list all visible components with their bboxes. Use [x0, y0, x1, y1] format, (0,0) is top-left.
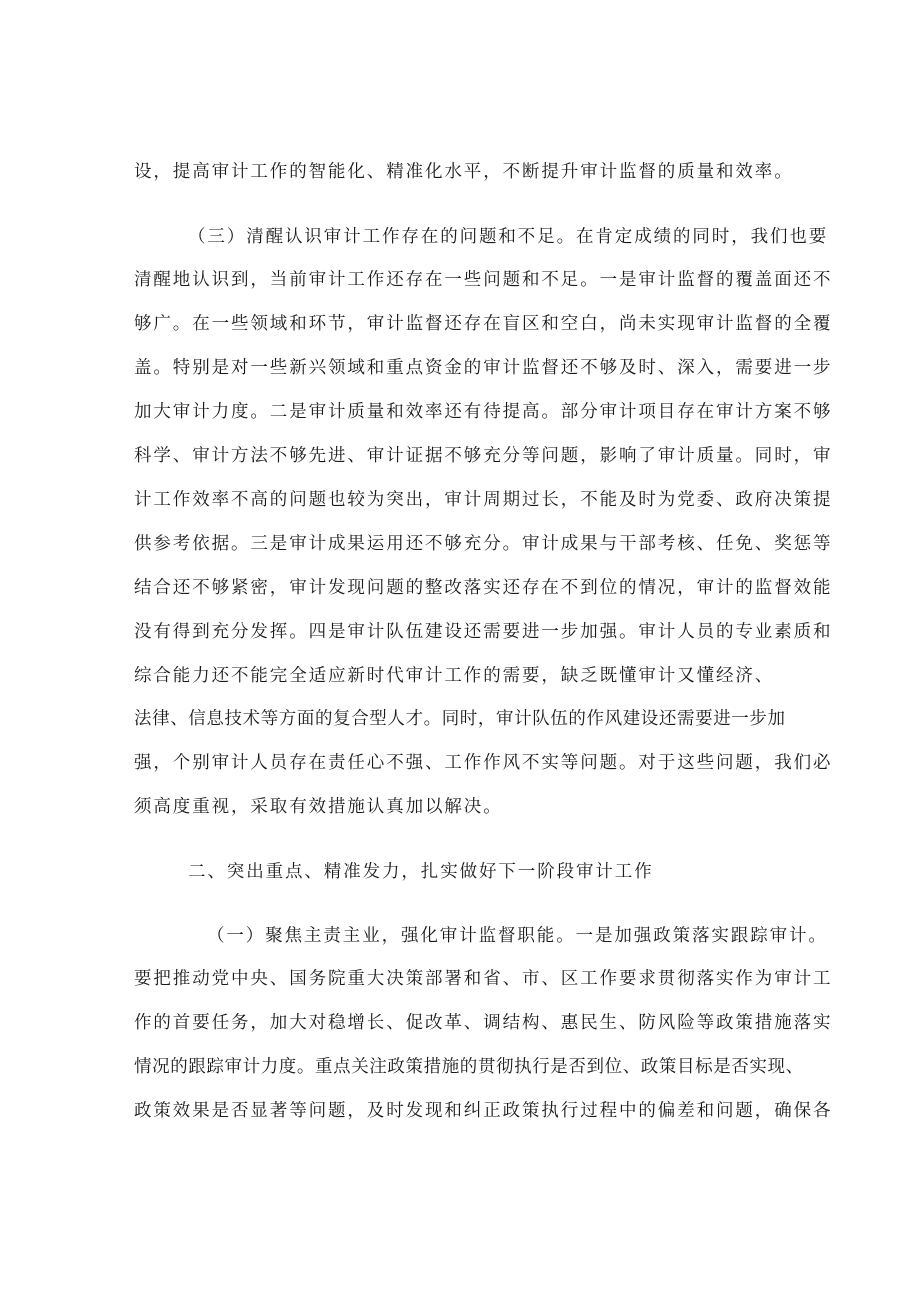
text-line-4: 够广。在一些领域和环节，审计监督还存在盲区和空白，尚未实现审计监督的全覆 — [134, 314, 833, 334]
text-line-8: 计工作效率不高的问题也较为突出，审计周期过长，不能及时为党委、政府决策提 — [134, 490, 833, 510]
subheading-1: （一）聚焦主责主业，强化审计监督职能。一是加强政策落实跟踪审计。 — [207, 926, 828, 946]
text-line-18: 要把推动党中央、国务院重大决策部署和省、市、区工作要求贯彻落实作为审计工 — [134, 969, 833, 989]
text-line-9: 供参考依据。三是审计成果运用还不够充分。审计成果与干部考核、任免、奖惩等 — [134, 534, 833, 554]
text-line-19: 作的首要任务，加大对稳增长、促改革、调结构、惠民生、防风险等政策措施落实 — [134, 1013, 833, 1033]
text-line-13: 法律、信息技术等方面的复合型人才。同时，审计队伍的作风建设还需要进一步加 — [134, 709, 786, 729]
text-line-10: 结合还不够紧密，审计发现问题的整改落实还存在不到位的情况，审计的监督效能 — [134, 578, 833, 598]
text-line-12: 综合能力还不能完全适应新时代审计工作的需要，缺乏既懂审计又懂经济、 — [134, 666, 775, 686]
text-line-14: 强，个别审计人员存在责任心不强、工作作风不实等问题。对于这些问题，我们必 — [134, 753, 833, 773]
text-line-5: 盖。特别是对一些新兴领域和重点资金的审计监督还不够及时、深入，需要进一步 — [134, 358, 833, 378]
text-line-6: 加大审计力度。二是审计质量和效率还有待提高。部分审计项目存在审计方案不够 — [134, 402, 833, 422]
text-line-15: 须高度重视，采取有效措施认真加以解决。 — [134, 797, 503, 817]
text-line-7: 科学、审计方法不够先进、审计证据不够充分等问题，影响了审计质量。同时，审 — [134, 446, 833, 466]
text-line-21: 政策效果是否显著等问题，及时发现和纠正政策执行过程中的偏差和问题，确保各 — [134, 1101, 833, 1121]
text-line-3: 清醒地认识到，当前审计工作还存在一些问题和不足。一是审计监督的覆盖面还不 — [134, 270, 833, 290]
subheading-3: （三）清醒认识审计工作存在的问题和不足。在肯定成绩的同时，我们也要 — [188, 227, 829, 247]
text-line-1: 设，提高审计工作的智能化、精准化水平，不断提升审计监督的质量和效率。 — [134, 162, 794, 182]
section-heading-2: 二、突出重点、精准发力，扎实做好下一阶段审计工作 — [188, 862, 654, 882]
text-line-20: 情况的跟踪审计力度。重点关注政策措施的贯彻执行是否到位、政策目标是否实现、 — [134, 1057, 804, 1077]
text-line-11: 没有得到充分发挥。四是审计队伍建设还需要进一步加强。审计人员的专业素质和 — [134, 622, 833, 642]
